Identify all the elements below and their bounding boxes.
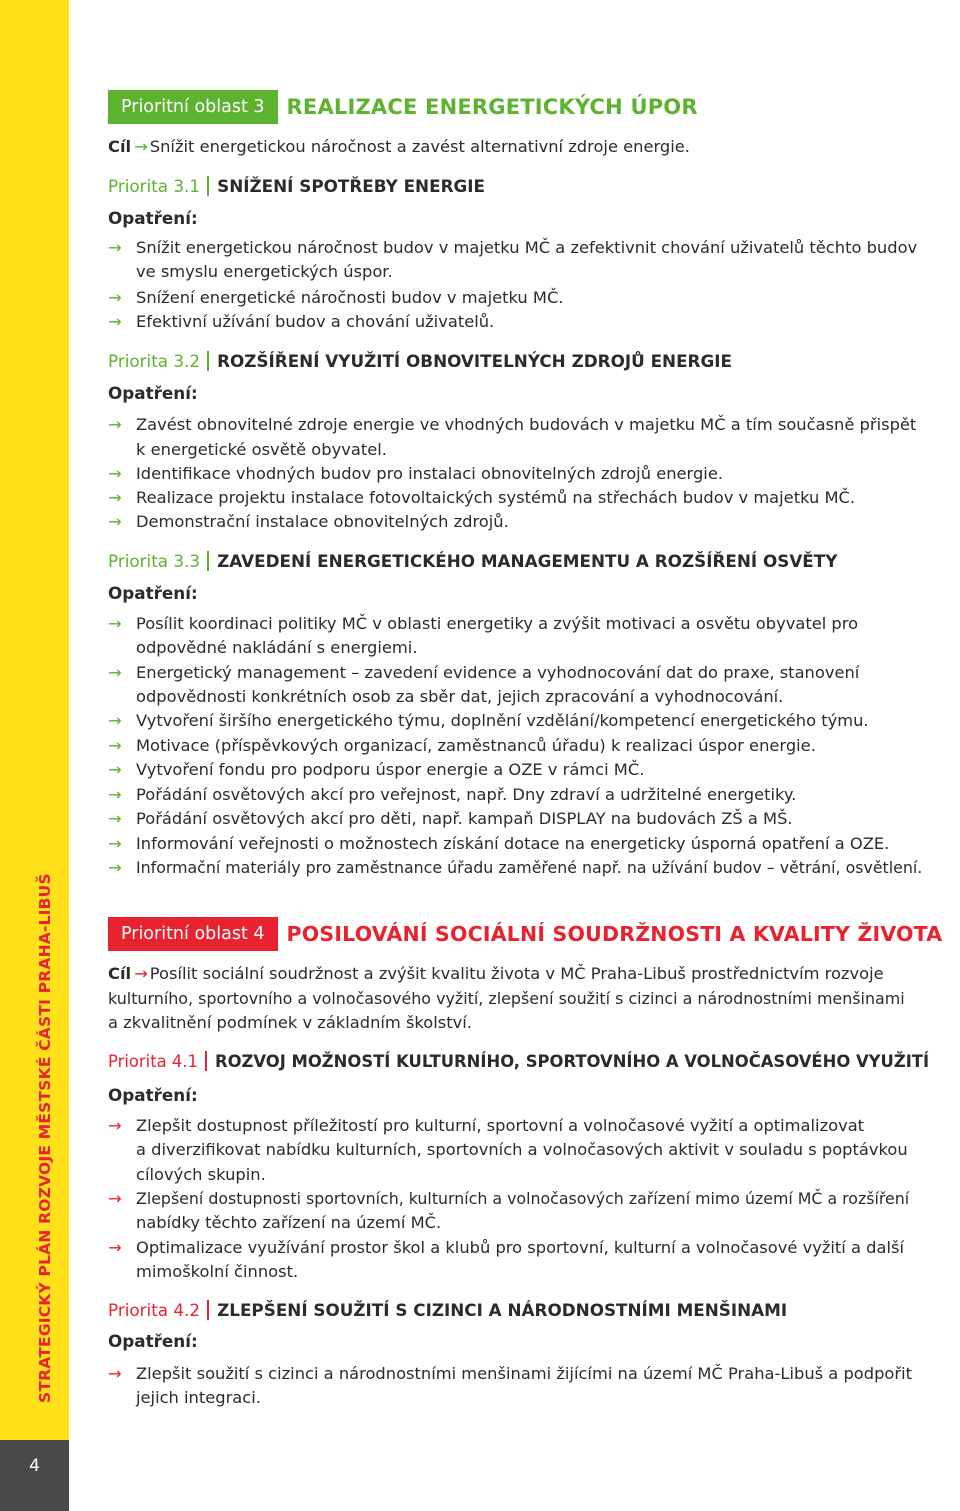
arrow-icon: → — [108, 488, 122, 507]
priority-title: SNÍŽENÍ SPOTŘEBY ENERGIE — [217, 176, 485, 196]
arrow-icon: → — [134, 964, 148, 983]
priority-label: Priorita 3.1 — [108, 176, 201, 196]
priority-divider — [205, 1051, 207, 1071]
arrow-icon: → — [108, 858, 122, 877]
measures-label: Opatření: — [108, 1085, 198, 1105]
measures-label: Opatření: — [108, 383, 198, 403]
arrow-icon: → — [108, 512, 122, 531]
area3-tag: Prioritní oblast 3 — [108, 90, 278, 124]
area4-goal-continuation: a zkvalitnění podmínek v základním školství. — [108, 1013, 472, 1032]
arrow-icon: → — [108, 464, 122, 483]
arrow-icon: → — [108, 834, 122, 853]
goal-text: Posílit sociální soudržnost a zvýšit kvalitu života v MČ Praha-Libuš prostřednictvím rozvoje — [149, 964, 884, 983]
priority-4-1-heading — [108, 1051, 929, 1073]
area4-goal — [108, 963, 884, 985]
area4-tag: Prioritní oblast 4 — [108, 917, 278, 951]
area4-header — [108, 917, 942, 951]
goal-label: Cíl — [108, 137, 132, 156]
priority-label: Priorita 3.2 — [108, 351, 201, 371]
priority-divider — [207, 551, 209, 571]
priority-title: ROZŠÍŘENÍ VYUŽITÍ OBNOVITELNÝCH ZDROJŮ ENERGIE — [217, 351, 732, 371]
arrow-icon: → — [108, 809, 122, 828]
arrow-icon: → — [108, 760, 122, 779]
measures-label: Opatření: — [108, 583, 198, 603]
arrow-icon: → — [108, 312, 122, 331]
arrow-icon: → — [108, 711, 122, 730]
arrow-icon: → — [108, 785, 122, 804]
priority-divider — [207, 176, 209, 196]
arrow-icon: → — [108, 663, 122, 682]
priority-3-2-heading — [108, 350, 732, 372]
priority-label: Priorita 4.1 — [108, 1052, 198, 1071]
priority-3-3-heading — [108, 550, 837, 572]
area4-title: POSILOVÁNÍ SOCIÁLNÍ SOUDRŽNOSTI A KVALITY ŽIVOTA — [286, 922, 943, 946]
arrow-icon: → — [108, 1189, 122, 1208]
measures-label: Opatření: — [108, 208, 198, 228]
measures-label: Opatření: — [108, 1331, 198, 1351]
arrow-icon: → — [134, 137, 148, 156]
goal-label: Cíl — [108, 964, 132, 983]
priority-divider — [207, 1300, 209, 1320]
area3-title: REALIZACE ENERGETICKÝCH ÚPOR — [286, 95, 698, 119]
goal-text: Snížit energetickou náročnost a zavést alternativní zdroje energie. — [149, 137, 690, 156]
priority-divider — [207, 351, 209, 371]
area4-goal-continuation: kulturního, sportovního a volnočasového vyžití, zlepšení soužití s cizinci a národnostními menšinami — [108, 989, 905, 1008]
priority-title: ZAVEDENÍ ENERGETICKÉHO MANAGEMENTU A ROZŠÍŘENÍ OSVĚTY — [217, 551, 838, 571]
arrow-icon: → — [108, 736, 122, 755]
arrow-icon: → — [108, 1116, 122, 1135]
priority-4-2-heading — [108, 1299, 787, 1321]
arrow-icon: → — [108, 614, 122, 633]
arrow-icon: → — [108, 288, 122, 307]
area3-header — [108, 90, 698, 124]
arrow-icon: → — [108, 1364, 122, 1383]
priority-label: Priorita 4.2 — [108, 1300, 201, 1320]
arrow-icon: → — [108, 238, 122, 257]
document-title-vertical: STRATEGICKÝ PLÁN ROZVOJE MĚSTSKÉ ČÁSTI PRAHA-LIBUŠ — [36, 873, 54, 1403]
area3-goal — [108, 136, 690, 158]
priority-title: ROZVOJ MOŽNOSTÍ KULTURNÍHO, SPORTOVNÍHO A VOLNOČASOVÉHO VYUŽITÍ — [214, 1052, 930, 1071]
priority-label: Priorita 3.3 — [108, 551, 201, 571]
priority-title: ZLEPŠENÍ SOUŽITÍ S CIZINCI A NÁRODNOSTNÍMI MENŠINAMI — [217, 1300, 788, 1320]
arrow-icon: → — [108, 415, 122, 434]
page-number: 4 — [29, 1456, 40, 1476]
arrow-icon: → — [108, 1238, 122, 1257]
priority-3-1-heading — [108, 175, 485, 197]
